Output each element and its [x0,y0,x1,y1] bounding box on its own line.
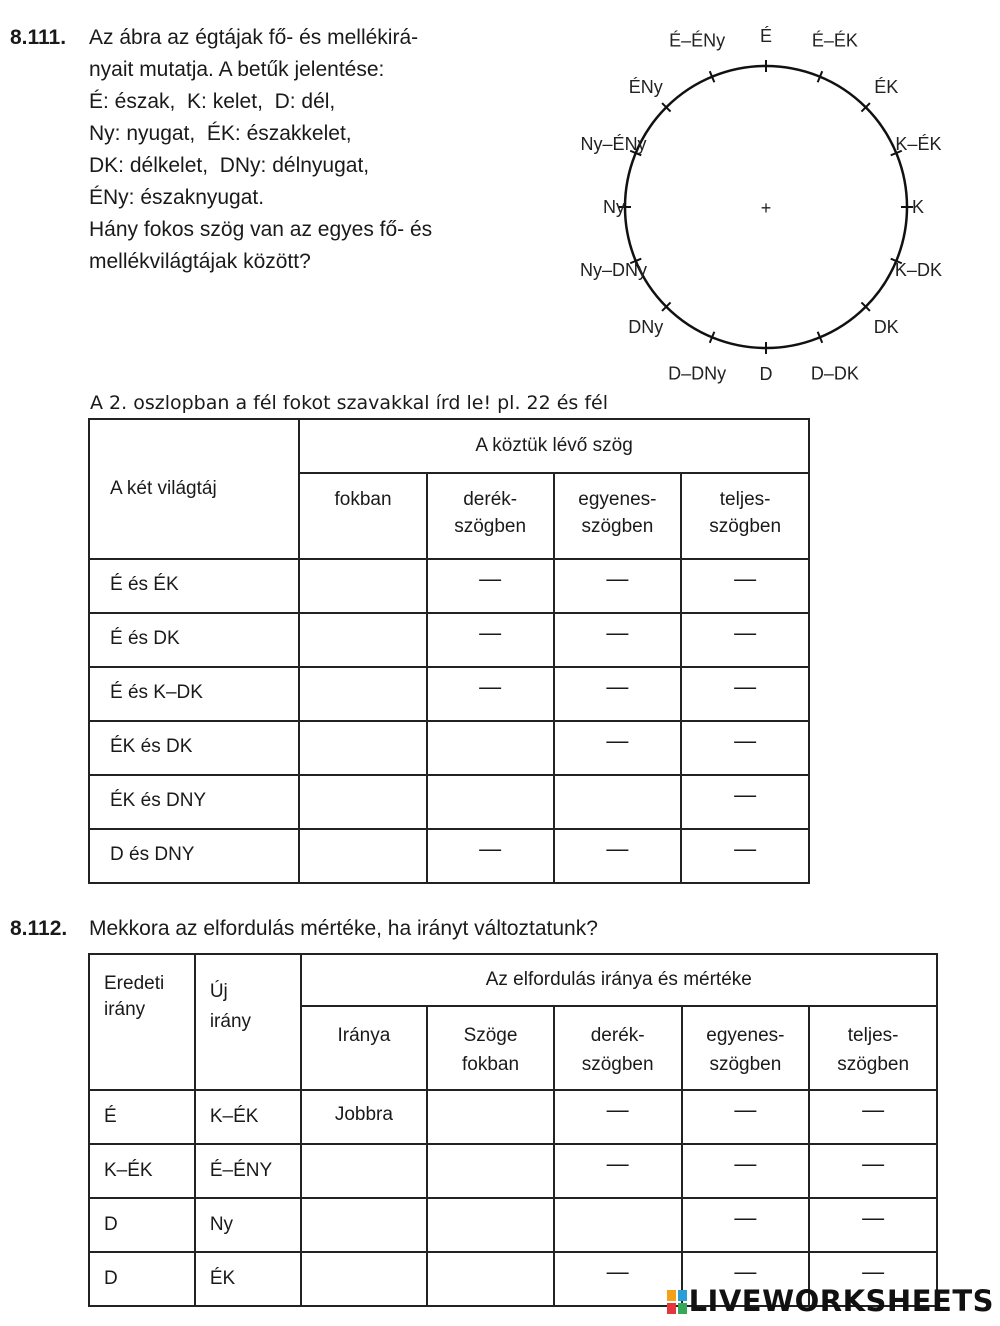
table1-row [89,721,809,775]
table2-original-direction: K–ÉK [89,1144,195,1198]
compass-center: + [760,198,772,218]
table2-answer-cell[interactable] [554,1198,682,1252]
compass-label: Ny–ÉNy [580,133,647,154]
exercise-111-line: É: észak, K: kelet, D: dél, [89,90,336,113]
table1-dash-cell: — [681,721,809,775]
table1-answer-cell[interactable] [299,775,427,829]
table2-dash-cell: — [682,1144,810,1198]
exercise-111-line: ÉNy: északnyugat. [89,186,265,209]
table2-subheader: teljes- szögben [809,1006,937,1090]
compass-label: É–ÉNy [669,30,726,51]
compass-label: K–ÉK [895,133,942,154]
table1-dash-cell: — [554,829,682,883]
exercise-number-112: 8.112. [10,917,68,940]
exercise-number-111: 8.111. [10,26,67,49]
table1-dash-cell: — [427,829,554,883]
table2-subheader: Iránya [301,1006,428,1090]
table2-answer-cell[interactable] [427,1198,554,1252]
table1-dash-cell: — [554,667,682,721]
table1-dash-cell: — [427,613,554,667]
header-original-direction: Eredeti irány [89,954,195,1090]
table1-subheader: fokban [299,473,427,559]
table1-dash-cell: — [554,613,682,667]
exercise-111-line: mellékvilágtájak között? [89,250,311,273]
table1-dash-cell: — [681,775,809,829]
table1-row-label: É és K–DK [89,667,299,721]
table2-new-direction: É–ÉNY [195,1144,301,1198]
angles-table [88,418,810,884]
table2-answer-cell[interactable] [427,1252,554,1306]
header-rotation-group: Az elfordulás iránya és mértéke [301,954,937,1006]
table2-answer-cell[interactable] [301,1252,428,1306]
table1-dash-cell: — [427,559,554,613]
table2-dash-cell: — [682,1252,810,1306]
table2-subheader: Szöge fokban [427,1006,554,1090]
table2-answer-cell[interactable] [301,1144,428,1198]
compass-label: ÉK [874,76,899,97]
table2-row [89,1144,937,1198]
exercise-111-text [89,22,519,278]
table2-direction-value: Jobbra [301,1090,428,1144]
table2-new-direction: K–ÉK [195,1090,301,1144]
table2-row [89,1090,937,1144]
table2-answer-cell[interactable] [427,1090,554,1144]
rotation-table [88,953,938,1307]
compass-label: ÉNy [628,76,663,97]
table1-subheader: teljes- szögben [681,473,809,559]
table1-answer-cell[interactable] [299,829,427,883]
table1-row-label: É és ÉK [89,559,299,613]
table1-dash-cell: — [681,613,809,667]
table1-dash-cell: — [681,829,809,883]
compass-diagram [520,18,1000,390]
table2-new-direction: ÉK [195,1252,301,1306]
exercise-111-line: Az ábra az égtájak fő- és mellékirá- [89,26,419,49]
exercise-111-line: Ny: nyugat, ÉK: északkelet, [89,122,352,145]
table1-row [89,559,809,613]
table2-original-direction: D [89,1198,195,1252]
table2-subheader: derék- szögben [554,1006,682,1090]
table1-answer-cell[interactable] [554,775,682,829]
exercise-111-line: Hány fokos szög van az egyes fő- és [89,218,433,241]
table1-row-label: É és DK [89,613,299,667]
compass-label: D–DNy [668,363,727,384]
table1-dash-cell: — [427,667,554,721]
compass-label: D–DK [810,363,859,384]
table1-answer-cell[interactable] [299,559,427,613]
compass-label: Ny–DNy [580,260,648,281]
table2-new-direction: Ny [195,1198,301,1252]
table1-answer-cell[interactable] [299,721,427,775]
table2-row [89,1198,937,1252]
table2-dash-cell: — [682,1090,810,1144]
liveworksheets-icon [667,1290,687,1314]
compass-label: K [911,197,925,217]
compass-label: É–ÉK [811,30,858,51]
table2-dash-cell: — [554,1090,682,1144]
table2-dash-cell: — [809,1144,937,1198]
header-new-direction: Új irány [195,954,301,1090]
table1-subheader: egyenes- szögben [554,473,682,559]
table2-answer-cell[interactable] [301,1198,428,1252]
table1-answer-cell[interactable] [299,667,427,721]
table1-answer-cell[interactable] [427,775,554,829]
table2-dash-cell: — [809,1090,937,1144]
table1-dash-cell: — [554,721,682,775]
table1-row-label: ÉK és DK [89,721,299,775]
table2-answer-cell[interactable] [427,1144,554,1198]
table1-dash-cell: — [554,559,682,613]
liveworksheets-logo: LIVEWORKSHEETS [667,1284,994,1318]
compass-label: DK [873,317,899,338]
table1-answer-cell[interactable] [427,721,554,775]
table1-row [89,613,809,667]
table1-dash-cell: — [681,667,809,721]
header-angle-between: A köztük lévő szög [299,419,809,473]
table2-dash-cell: — [554,1144,682,1198]
table1-row [89,667,809,721]
table2-original-direction: É [89,1090,195,1144]
compass-label: D [759,364,773,384]
table1-dash-cell: — [681,559,809,613]
table2-dash-cell: — [809,1198,937,1252]
table1-row-label: ÉK és DNY [89,775,299,829]
compass-label: DNy [628,317,664,338]
table2-dash-cell: — [682,1198,810,1252]
table1-row [89,829,809,883]
table2-original-direction: D [89,1252,195,1306]
table1-answer-cell[interactable] [299,613,427,667]
header-two-directions: A két világtáj [89,419,299,559]
table1-row [89,775,809,829]
compass-label: Ny [603,197,625,217]
table1-row-label: D és DNY [89,829,299,883]
compass-label: É [759,26,773,46]
compass-label: K–DK [894,260,942,281]
instruction-note: A 2. oszlopban a fél fokot szavakkal írd le! pl. 22 és fél [90,392,609,414]
exercise-111-line: DK: délkelet, DNy: délnyugat, [89,154,370,177]
exercise-111-line: nyait mutatja. A betűk jelentése: [89,58,385,81]
table2-subheader: egyenes- szögben [682,1006,810,1090]
table2-dash-cell: — [554,1252,682,1306]
table1-subheader: derék- szögben [427,473,554,559]
exercise-112-question: Mekkora az elfordulás mértéke, ha irányt változtatunk? [89,917,598,940]
table2-dash-cell: — [809,1252,937,1306]
